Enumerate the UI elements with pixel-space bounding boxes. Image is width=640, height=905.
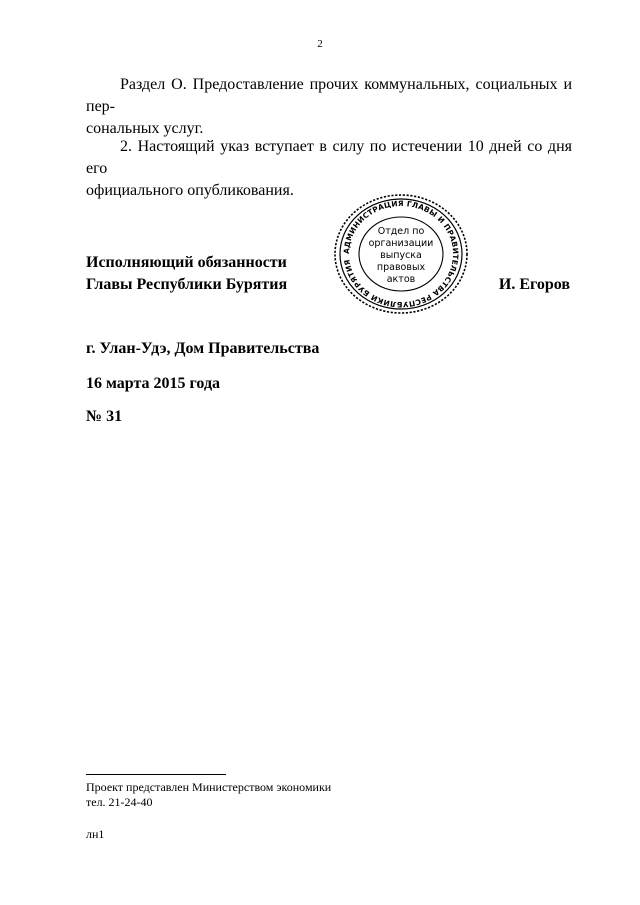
seal-ring-text: АДМИНИСТРАЦИЯ ГЛАВЫ И ПРАВИТЕЛЬСТВА РЕСПУБЛИКИ БУРЯТИЯ — [341, 198, 461, 310]
footnote-line: Проект представлен Министерством экономики — [86, 780, 332, 794]
seal-center-line: организации — [368, 238, 434, 249]
page-number: 2 — [317, 38, 323, 50]
paragraph-line: сональных услуг. — [86, 120, 204, 137]
signatory-title-line: Главы Республики Бурятия — [86, 276, 288, 293]
seal-center-line: выпуска — [380, 250, 422, 261]
paragraph-line: Раздел О. Предоставление прочих коммунальных, социальных и пер- — [86, 76, 572, 115]
paragraph-line: официального опубликования. — [86, 182, 294, 199]
decree-number: № 31 — [86, 408, 123, 425]
signatory-title-line: Исполняющий обязанности — [86, 254, 287, 271]
paragraph-section-o — [86, 74, 572, 140]
document-initials: лн1 — [86, 827, 105, 841]
place-of-signing: г. Улан-Удэ, Дом Правительства — [86, 340, 320, 357]
paragraph-effective-date — [86, 136, 572, 202]
signatory-title — [86, 252, 287, 296]
seal-center-line: правовых — [376, 262, 426, 273]
signing-date: 16 марта 2015 года — [86, 375, 221, 392]
footnote — [86, 780, 331, 810]
seal-center-line: Отдел по — [377, 226, 425, 237]
footnote-line: тел. 21-24-40 — [86, 795, 153, 809]
signer-name: И. Егоров — [498, 276, 570, 293]
footnote-divider — [86, 774, 226, 775]
official-seal — [332, 192, 470, 316]
seal-center-line: актов — [386, 274, 416, 285]
paragraph-line: 2. Настоящий указ вступает в силу по истечении 10 дней со дня его — [86, 138, 572, 177]
